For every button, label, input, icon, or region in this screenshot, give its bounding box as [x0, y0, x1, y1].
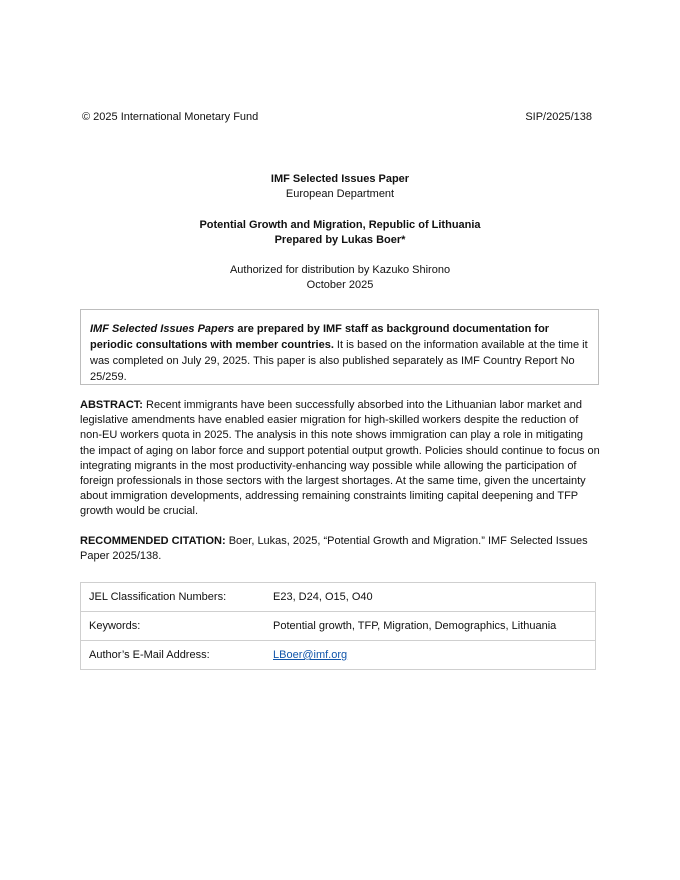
- keywords-value: Potential growth, TFP, Migration, Demographics, Lithuania: [265, 612, 596, 641]
- abstract: [80, 398, 600, 520]
- publication-date: October 2025: [306, 279, 374, 291]
- jel-label: JEL Classification Numbers:: [81, 583, 266, 612]
- paper-code: SIP/2025/138: [525, 111, 592, 123]
- disclaimer-text: It is based on the information available at the time it was completed on July 29, 2025. This paper is also published separately as IMF Country Report No 25/259.: [90, 339, 588, 383]
- info-table: [80, 582, 596, 670]
- table-row: [81, 641, 596, 670]
- series-title: IMF Selected Issues Paper: [270, 173, 410, 185]
- table-row: [81, 612, 596, 641]
- prepared-by: Prepared by Lukas Boer*: [274, 234, 406, 246]
- disclaimer-lead: IMF Selected Issues Papers: [90, 323, 235, 335]
- department: European Department: [285, 188, 395, 200]
- table-row: [81, 583, 596, 612]
- keywords-label: Keywords:: [81, 612, 266, 641]
- copyright-notice: © 2025 International Monetary Fund: [82, 111, 259, 123]
- title-block: [0, 172, 680, 202]
- citation-label: RECOMMENDED CITATION:: [80, 535, 226, 547]
- disclaimer-bold: are prepared by IMF staff as background documentation for periodic consultations with member countries.: [90, 323, 550, 351]
- paper-title: Potential Growth and Migration, Republic of Lithuania: [199, 219, 481, 231]
- email-link[interactable]: LBoer@imf.org: [273, 649, 348, 661]
- abstract-text: Recent immigrants have been successfully absorbed into the Lithuanian labor market and legislative amendments have enabled easier migration for high-skilled workers despite the reduction of non-EU workers quota in 2025. The analysis in this note shows immigration can play a role in mitigating the impact of aging on labor force and support potential output growth. Policies should continue to focus on integrating migrants in the most productivity-enhancing way possible while allowing the participation of foreign professionals in those sectors with the largest shortages. At the same time, given the uncertainty about immigration developments, addressing remaining constraints limiting capital deepening and TFP growth would be crucial.: [80, 399, 600, 518]
- paper-title-block: [0, 218, 680, 248]
- disclaimer-box: [80, 309, 599, 385]
- authorization-block: [0, 263, 680, 293]
- jel-value: E23, D24, O15, O40: [265, 583, 596, 612]
- citation-text: Boer, Lukas, 2025, “Potential Growth and Migration.” IMF Selected Issues Paper 2025/138.: [80, 535, 588, 563]
- email-label: Author’s E-Mail Address:: [81, 641, 266, 670]
- abstract-label: ABSTRACT:: [80, 399, 143, 411]
- citation: [80, 534, 600, 564]
- authorized-by: Authorized for distribution by Kazuko Shirono: [229, 264, 451, 276]
